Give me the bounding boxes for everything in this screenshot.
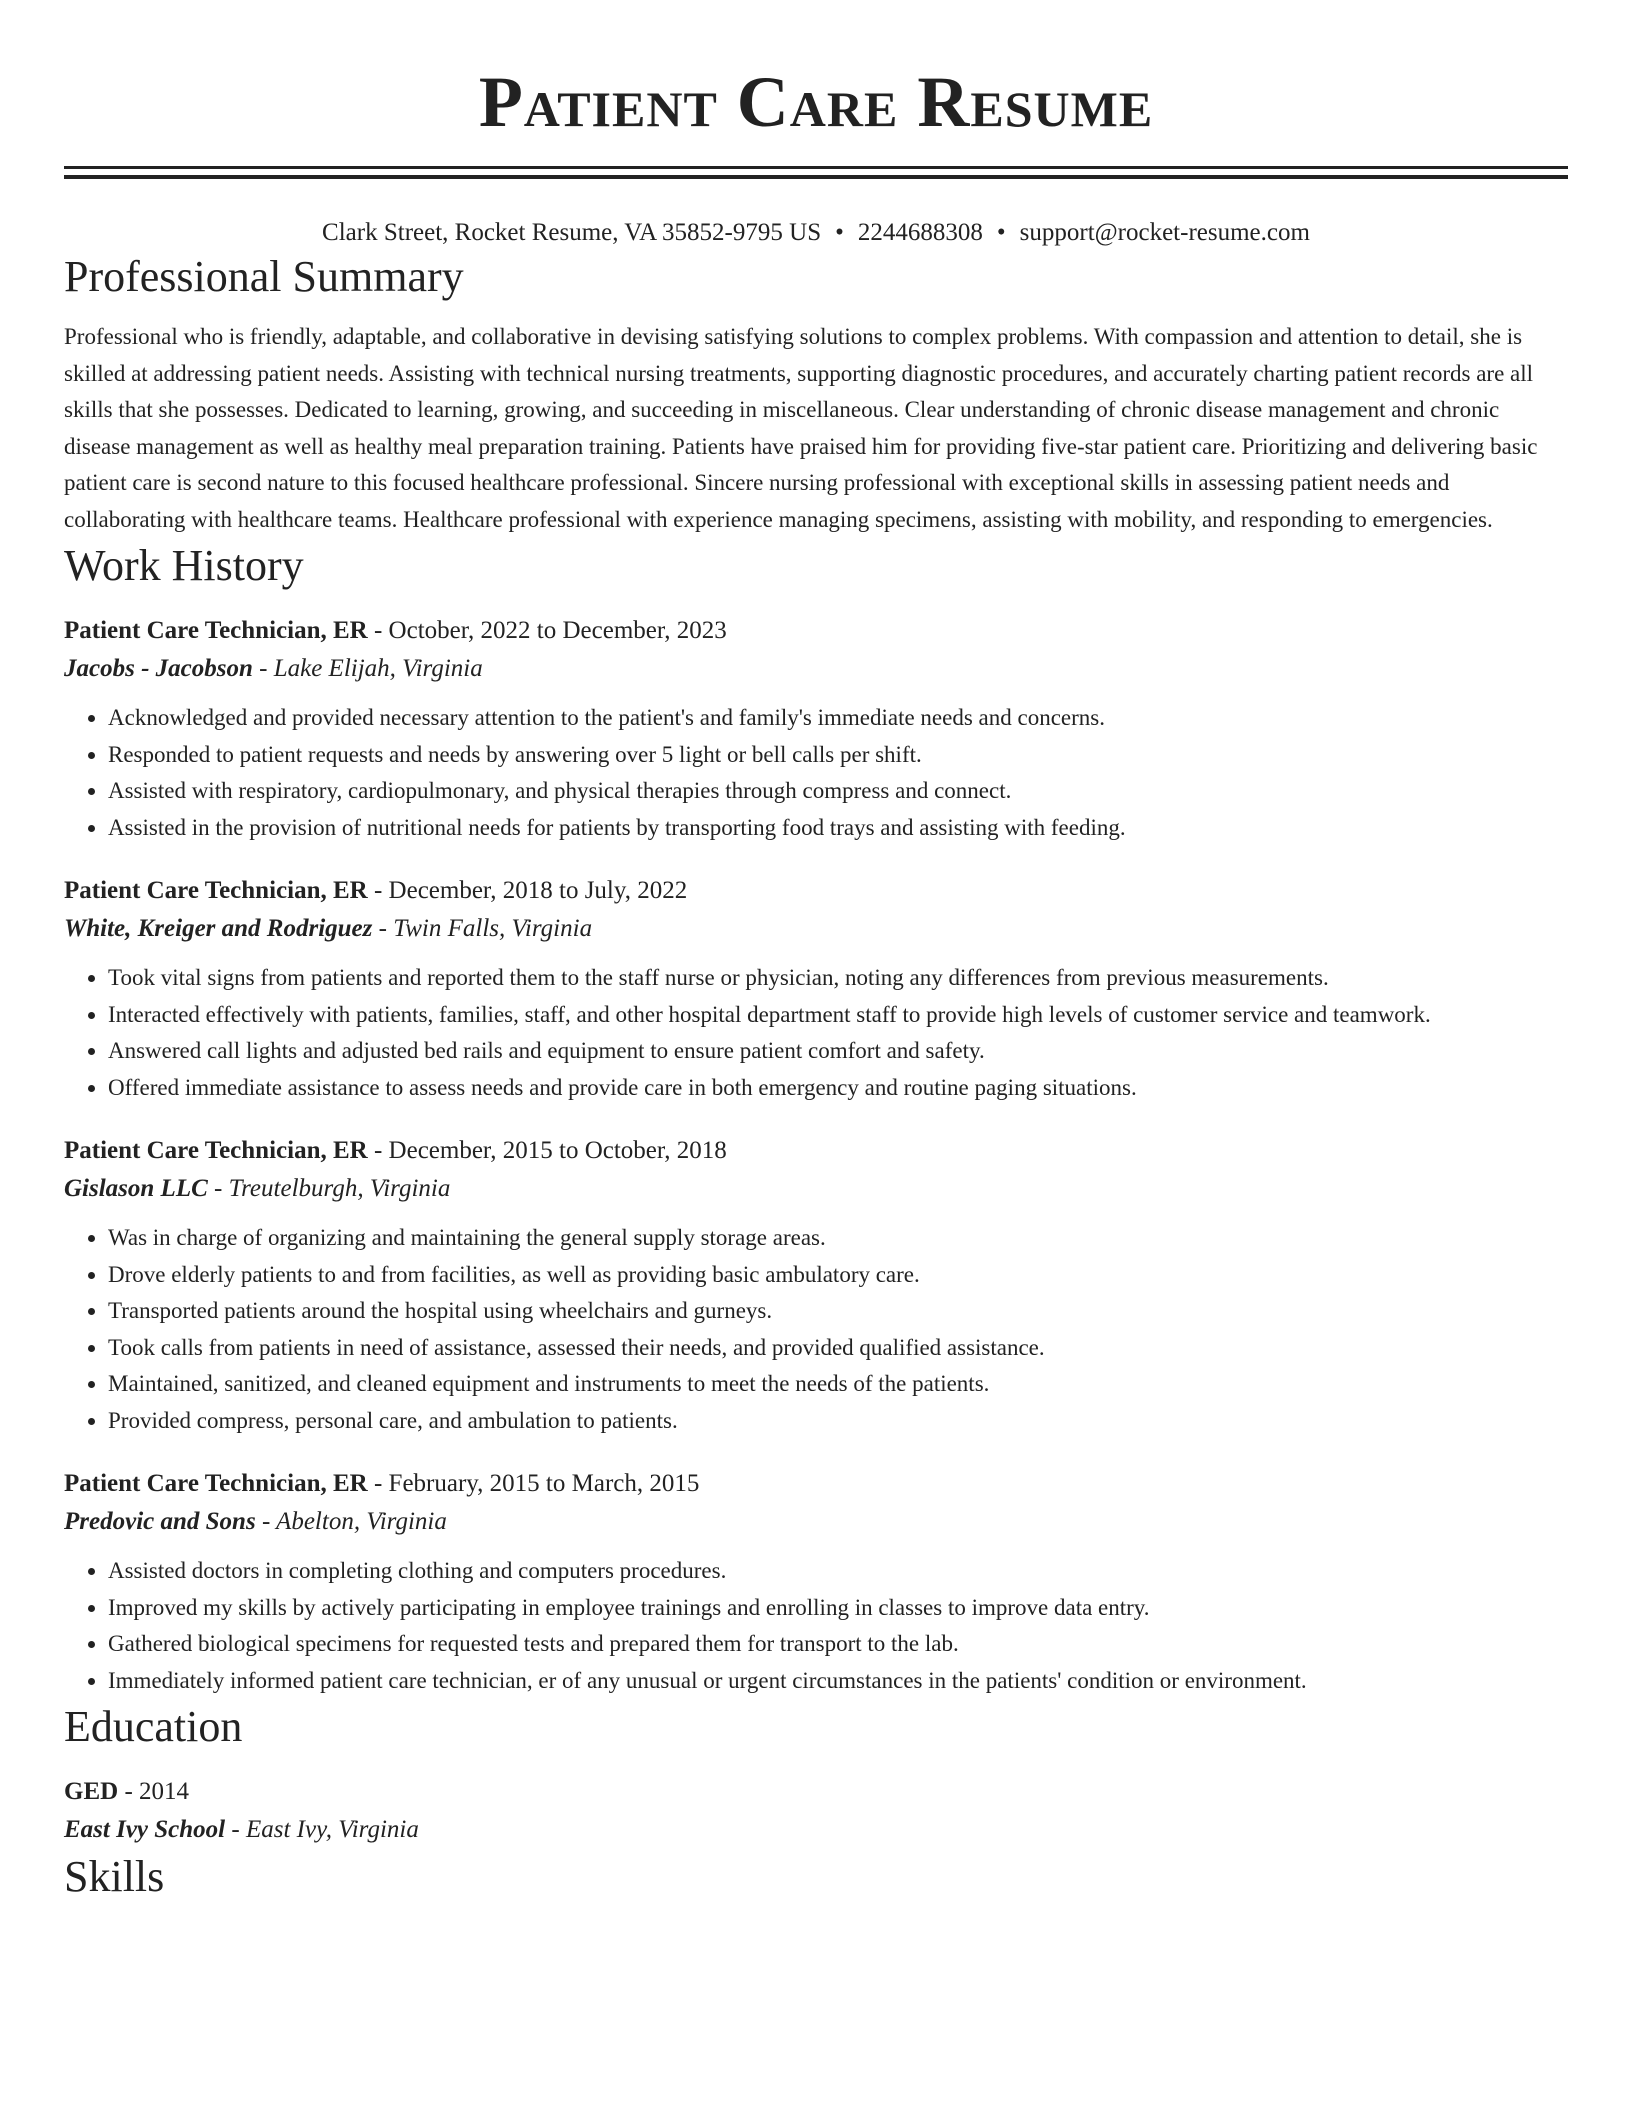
job-duty: • Responded to patient requests and needs by answering over 5 light or bell calls per shift. — [108, 737, 1568, 774]
school-line — [64, 1811, 1568, 1849]
contact-line — [64, 217, 1568, 249]
job-duty: • Transported patients around the hospital using wheelchairs and gurneys. — [108, 1293, 1568, 1330]
employer-location: - Twin Falls, Virginia — [372, 915, 593, 942]
job-duty: • Maintained, sanitized, and cleaned equipment and instruments to meet the needs of the patients. — [108, 1366, 1568, 1403]
job-title: Patient Care Technician, ER — [64, 1470, 368, 1497]
education-heading: Education — [64, 1702, 243, 1751]
job-duty: • Gathered biological specimens for requested tests and prepared them for transport to the lab. — [108, 1626, 1568, 1663]
title-rule-top — [64, 166, 1568, 169]
contact-phone: 2244688308 — [857, 219, 983, 246]
title-rule-bottom — [64, 175, 1568, 179]
job-duty: • Took calls from patients in need of assistance, assessed their needs, and provided qualified assistance. — [108, 1330, 1568, 1367]
job-title-line — [64, 1465, 1568, 1503]
job-duties-list — [64, 1553, 1568, 1699]
job-title-line — [64, 872, 1568, 910]
job-dates: - December, 2015 to October, 2018 — [367, 1137, 727, 1164]
employer-line — [64, 910, 1568, 948]
job-entry — [64, 1132, 1568, 1439]
job-duty: • Answered call lights and adjusted bed rails and equipment to ensure patient comfort and safety. — [108, 1033, 1568, 1070]
job-duties-list — [64, 700, 1568, 846]
job-title: Patient Care Technician, ER — [64, 877, 368, 904]
school-location: - East Ivy, Virginia — [225, 1816, 419, 1843]
work-history-heading: Work History — [64, 541, 304, 590]
employer-line — [64, 1503, 1568, 1541]
job-entry — [64, 872, 1568, 1106]
job-entry — [64, 612, 1568, 846]
employer-line — [64, 650, 1568, 688]
degree-line — [64, 1773, 1568, 1811]
job-duty: • Acknowledged and provided necessary attention to the patient's and family's immediate needs and concerns. — [108, 700, 1568, 737]
contact-separator: • — [996, 219, 1006, 246]
summary-text: Professional who is friendly, adaptable, and collaborative in devising satisfying solutions to complex problems. With compassion and attention to detail, she is skilled at addressing patient needs. Assisting with technical nursing treatments, supporting diagnostic procedures, and accurately charting patient records are all skills that she possesses. Dedicated to learning, growing, and succeeding in miscellaneous. Clear understanding of chronic disease management and chronic disease management as well as healthy meal preparation training. Patients have praised him for providing five-star patient care. Prioritizing and delivering basic patient care is second nature to this focused healthcare professional. Sincere nursing professional with exceptional skills in assessing patient needs and collaborating with healthcare teams. Healthcare professional with experience managing specimens, assisting with mobility, and responding to emergencies. — [64, 324, 1538, 532]
job-duty: • Offered immediate assistance to assess needs and provide care in both emergency and routine paging situations. — [108, 1070, 1568, 1107]
job-duties-list — [64, 960, 1568, 1106]
employer-location: - Treutelburgh, Virginia — [207, 1175, 451, 1202]
job-title: Patient Care Technician, ER — [64, 617, 368, 644]
employer-name: Jacobs - Jacobson — [64, 655, 253, 682]
job-dates: - December, 2018 to July, 2022 — [367, 877, 688, 904]
skills-heading: Skills — [64, 1852, 165, 1901]
contact-address: Clark Street, Rocket Resume, VA 35852-9795 US — [322, 219, 822, 246]
job-dates: - February, 2015 to March, 2015 — [367, 1470, 700, 1497]
summary-heading: Professional Summary — [64, 252, 464, 301]
job-duty: • Improved my skills by actively participating in employee trainings and enrolling in classes to improve data entry. — [108, 1590, 1568, 1627]
job-duties-list — [64, 1220, 1568, 1439]
employer-line — [64, 1170, 1568, 1208]
employer-location: - Lake Elijah, Virginia — [252, 655, 483, 682]
employer-name: White, Kreiger and Rodriguez — [64, 915, 373, 942]
job-duty: • Provided compress, personal care, and ambulation to patients. — [108, 1403, 1568, 1440]
job-entry — [64, 1465, 1568, 1699]
employer-location: - Abelton, Virginia — [255, 1508, 447, 1535]
school-name: East Ivy School — [64, 1816, 226, 1843]
job-title: Patient Care Technician, ER — [64, 1137, 368, 1164]
job-duty: • Took vital signs from patients and reported them to the staff nurse or physician, noting any differences from previous measurements. — [108, 960, 1568, 997]
education-entry — [64, 1773, 1568, 1849]
employer-name: Gislason LLC — [64, 1175, 208, 1202]
job-dates: - October, 2022 to December, 2023 — [367, 617, 727, 644]
job-title-line — [64, 612, 1568, 650]
contact-email[interactable]: support@rocket-resume.com — [1019, 219, 1310, 246]
employer-name: Predovic and Sons — [64, 1508, 256, 1535]
job-duty: • Interacted effectively with patients, families, staff, and other hospital department staff to provide high levels of customer service and teamwork. — [108, 997, 1568, 1034]
job-duty: • Assisted with respiratory, cardiopulmonary, and physical therapies through compress and connect. — [108, 773, 1568, 810]
job-duty: • Drove elderly patients to and from facilities, as well as providing basic ambulatory care. — [108, 1257, 1568, 1294]
job-duty: • Assisted in the provision of nutritional needs for patients by transporting food trays and assisting with feeding. — [108, 810, 1568, 847]
job-duty: • Was in charge of organizing and maintaining the general supply storage areas. — [108, 1220, 1568, 1257]
degree-year: - 2014 — [118, 1778, 190, 1805]
job-duty: • Assisted doctors in completing clothing and computers procedures. — [108, 1553, 1568, 1590]
job-title-line — [64, 1132, 1568, 1170]
contact-separator: • — [835, 219, 844, 246]
job-duty: • Immediately informed patient care technician, er of any unusual or urgent circumstances in the patients' condition or environment. — [108, 1663, 1568, 1700]
resume-title: Patient Care Resume — [478, 62, 1154, 142]
degree-name: GED — [64, 1778, 119, 1805]
